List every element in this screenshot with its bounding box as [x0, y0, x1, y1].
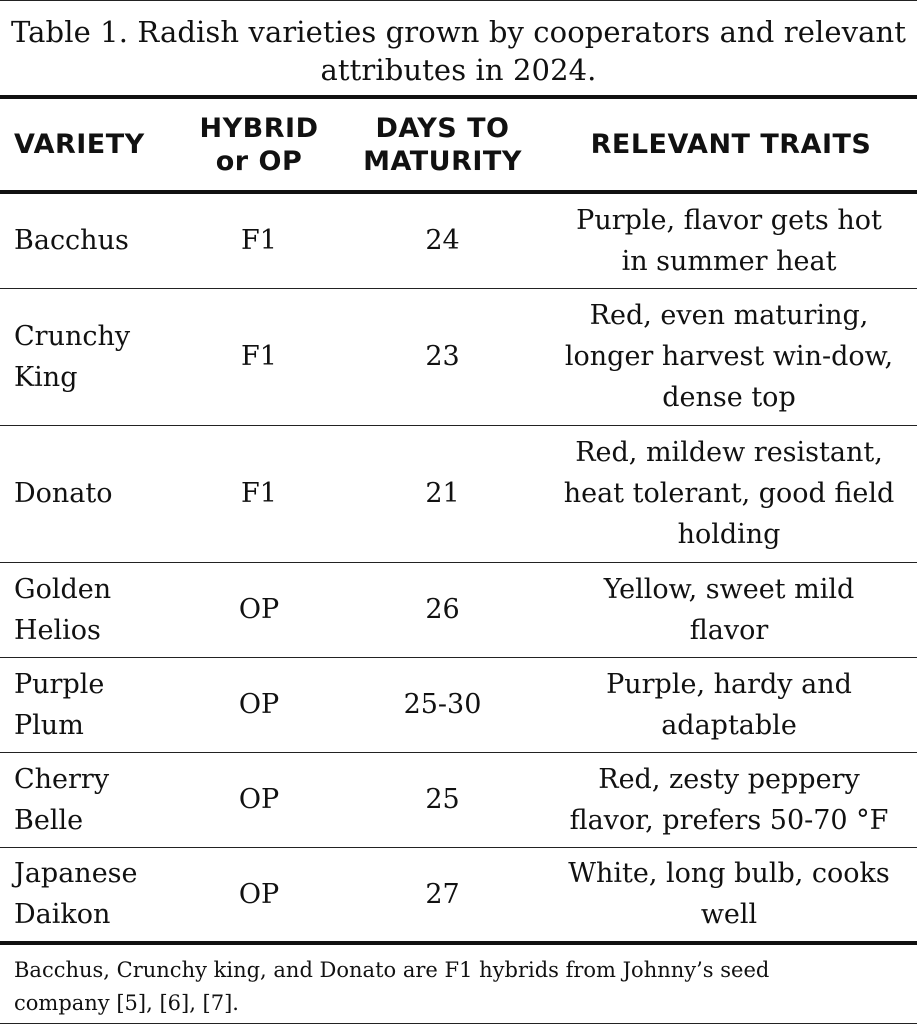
variety-line: Cherry: [14, 763, 110, 795]
cell-hybrid: OP: [178, 847, 340, 943]
table-row: [0, 288, 917, 425]
traits-line: dense top: [662, 382, 796, 413]
cell-variety: [0, 425, 178, 562]
cell-traits: [545, 657, 917, 752]
traits-line: Red, zesty peppery: [598, 763, 860, 795]
cell-traits: [545, 847, 917, 943]
traits-line: Red, mildew resistant,: [575, 437, 883, 468]
table-row: [0, 562, 917, 657]
traits-line: longer harvest win-dow,: [564, 341, 894, 372]
cell-variety: [0, 288, 178, 425]
variety-line: Plum: [14, 709, 84, 741]
cell-days: 26: [340, 562, 545, 657]
cell-variety: [0, 657, 178, 752]
header-days-line-1: DAYS TO: [375, 112, 510, 144]
cell-hybrid: OP: [178, 562, 340, 657]
cell-variety: [0, 752, 178, 847]
footnote-line-2: company [5], [6], [7].: [14, 991, 239, 1015]
traits-line: White, long bulb, cooks: [568, 858, 890, 890]
variety-line: Donato: [14, 478, 113, 509]
cell-hybrid: OP: [178, 752, 340, 847]
cell-variety: [0, 192, 178, 288]
variety-line: Helios: [14, 614, 101, 646]
radish-varieties-table: [0, 95, 917, 945]
table-header: [0, 97, 917, 192]
header-hybrid: [178, 97, 340, 192]
header-row: [0, 97, 917, 192]
header-variety: [0, 97, 178, 192]
traits-line: heat tolerant, good field: [563, 478, 895, 509]
variety-line: Crunchy: [14, 320, 131, 352]
header-traits: [545, 97, 917, 192]
variety-line: Japanese: [14, 858, 138, 890]
cell-days: 27: [340, 847, 545, 943]
caption-line-1: Table 1. Radish varieties grown by cooperators and relevant: [10, 15, 907, 49]
cell-variety: [0, 847, 178, 943]
traits-line: holding: [677, 519, 781, 550]
caption-line-2: attributes in 2024.: [320, 53, 597, 87]
variety-line: Daikon: [14, 899, 111, 931]
table-footnote: [0, 946, 917, 1024]
cell-days: 23: [340, 288, 545, 425]
table-caption: [0, 0, 917, 96]
traits-line: Purple, flavor gets hot: [576, 204, 882, 236]
traits-line: flavor, prefers 50-70 °F: [569, 804, 889, 836]
cell-hybrid: F1: [178, 192, 340, 288]
variety-line: Bacchus: [14, 225, 129, 257]
table-row: [0, 192, 917, 288]
table-row: [0, 847, 917, 943]
table-body: [0, 192, 917, 943]
traits-line: in summer heat: [621, 245, 837, 277]
traits-line: well: [700, 899, 758, 931]
cell-variety: [0, 562, 178, 657]
traits-line: adaptable: [661, 709, 797, 741]
variety-line: Belle: [14, 804, 84, 836]
cell-days: 25: [340, 752, 545, 847]
table-row: [0, 752, 917, 847]
header-variety-label: VARIETY: [14, 129, 145, 160]
table-row: [0, 425, 917, 562]
header-days: [340, 97, 545, 192]
cell-days: 21: [340, 425, 545, 562]
variety-line: King: [14, 361, 78, 393]
header-hybrid-line-2: or OP: [215, 145, 303, 177]
variety-line: Purple: [14, 668, 105, 700]
cell-traits: [545, 425, 917, 562]
cell-traits: [545, 752, 917, 847]
traits-line: Purple, hardy and: [606, 668, 852, 700]
traits-line: Yellow, sweet mild: [603, 573, 855, 605]
cell-days: 24: [340, 192, 545, 288]
footnote-line-1: Bacchus, Crunchy king, and Donato are F1 hybrids from Johnny’s seed: [14, 958, 770, 982]
cell-traits: [545, 288, 917, 425]
header-hybrid-line-1: HYBRID: [199, 112, 319, 144]
table-row: [0, 657, 917, 752]
variety-line: Golden: [14, 573, 112, 605]
cell-hybrid: F1: [178, 288, 340, 425]
cell-hybrid: F1: [178, 425, 340, 562]
header-traits-label: RELEVANT TRAITS: [590, 129, 872, 160]
cell-hybrid: OP: [178, 657, 340, 752]
traits-line: flavor: [689, 614, 769, 646]
cell-traits: [545, 562, 917, 657]
cell-days: 25-30: [340, 657, 545, 752]
traits-line: Red, even maturing,: [589, 300, 869, 331]
header-days-line-2: MATURITY: [363, 145, 522, 177]
cell-traits: [545, 192, 917, 288]
